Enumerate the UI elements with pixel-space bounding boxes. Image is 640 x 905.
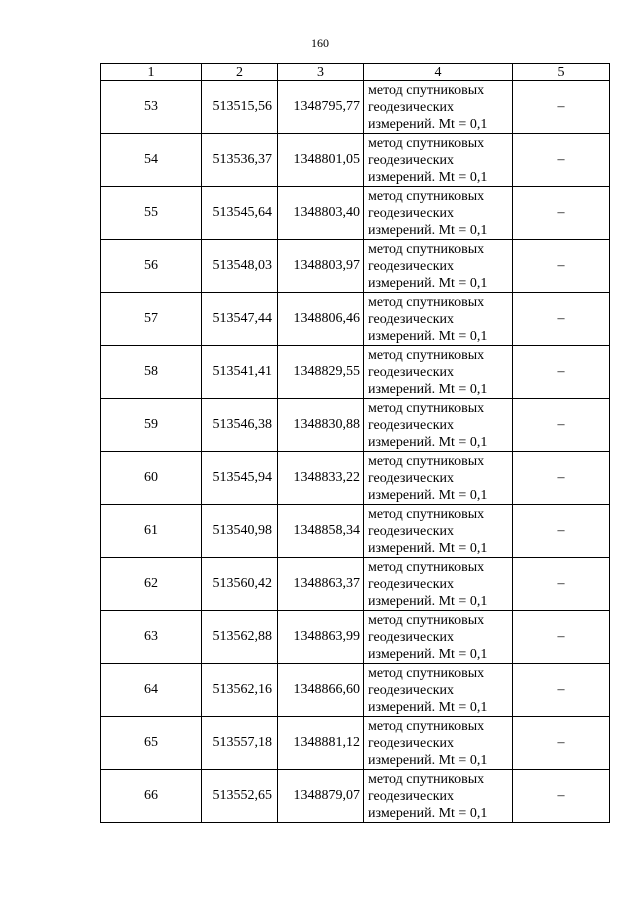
- method-line: геодезических: [368, 576, 455, 592]
- point-number-cell: 55: [101, 187, 202, 240]
- point-number-cell: 63: [101, 611, 202, 664]
- method-line: метод спутниковых: [368, 347, 485, 363]
- method-line: геодезических: [368, 735, 455, 751]
- method-line: измерений. Mt = 0,1: [368, 593, 488, 609]
- note-cell: –: [513, 558, 610, 611]
- method-line: геодезических: [368, 364, 455, 380]
- method-line: измерений. Mt = 0,1: [368, 487, 488, 503]
- method-line: метод спутниковых: [368, 241, 485, 257]
- method-cell: [364, 346, 513, 399]
- y-coordinate-cell: 1348806,46: [278, 293, 364, 346]
- header-col-5: 5: [513, 64, 610, 81]
- point-number-cell: 60: [101, 452, 202, 505]
- method-line: измерений. Mt = 0,1: [368, 540, 488, 556]
- y-coordinate-cell: 1348803,97: [278, 240, 364, 293]
- point-number-cell: 59: [101, 399, 202, 452]
- table-row: [101, 505, 610, 558]
- x-coordinate-cell: 513536,37: [202, 134, 278, 187]
- x-coordinate-cell: 513560,42: [202, 558, 278, 611]
- method-line: измерений. Mt = 0,1: [368, 116, 488, 132]
- method-line: метод спутниковых: [368, 188, 485, 204]
- note-cell: –: [513, 505, 610, 558]
- table-row: [101, 346, 610, 399]
- method-line: измерений. Mt = 0,1: [368, 752, 488, 768]
- table-row: [101, 558, 610, 611]
- x-coordinate-cell: 513546,38: [202, 399, 278, 452]
- method-line: геодезических: [368, 99, 455, 115]
- method-line: метод спутниковых: [368, 506, 485, 522]
- method-line: метод спутниковых: [368, 135, 485, 151]
- y-coordinate-cell: 1348795,77: [278, 81, 364, 134]
- note-cell: –: [513, 770, 610, 823]
- x-coordinate-cell: 513557,18: [202, 717, 278, 770]
- y-coordinate-cell: 1348801,05: [278, 134, 364, 187]
- note-cell: –: [513, 293, 610, 346]
- x-coordinate-cell: 513547,44: [202, 293, 278, 346]
- table-row: [101, 770, 610, 823]
- y-coordinate-cell: 1348833,22: [278, 452, 364, 505]
- note-cell: –: [513, 611, 610, 664]
- table-row: [101, 399, 610, 452]
- coordinates-table: [100, 63, 610, 823]
- method-line: метод спутниковых: [368, 718, 485, 734]
- table-row: [101, 134, 610, 187]
- method-line: измерений. Mt = 0,1: [368, 328, 488, 344]
- method-line: измерений. Mt = 0,1: [368, 805, 488, 821]
- table-row: [101, 452, 610, 505]
- y-coordinate-cell: 1348858,34: [278, 505, 364, 558]
- header-row: [101, 64, 610, 81]
- table-row: [101, 81, 610, 134]
- method-line: геодезических: [368, 311, 455, 327]
- point-number-cell: 54: [101, 134, 202, 187]
- method-line: геодезических: [368, 258, 455, 274]
- method-cell: [364, 399, 513, 452]
- method-line: измерений. Mt = 0,1: [368, 434, 488, 450]
- method-cell: [364, 558, 513, 611]
- point-number-cell: 62: [101, 558, 202, 611]
- point-number-cell: 61: [101, 505, 202, 558]
- x-coordinate-cell: 513552,65: [202, 770, 278, 823]
- note-cell: –: [513, 187, 610, 240]
- method-line: измерений. Mt = 0,1: [368, 169, 488, 185]
- method-line: геодезических: [368, 152, 455, 168]
- note-cell: –: [513, 240, 610, 293]
- method-line: метод спутниковых: [368, 82, 485, 98]
- table-body: [101, 81, 610, 823]
- y-coordinate-cell: 1348879,07: [278, 770, 364, 823]
- x-coordinate-cell: 513540,98: [202, 505, 278, 558]
- method-line: измерений. Mt = 0,1: [368, 222, 488, 238]
- note-cell: –: [513, 664, 610, 717]
- method-line: метод спутниковых: [368, 771, 485, 787]
- x-coordinate-cell: 513548,03: [202, 240, 278, 293]
- table-header: [101, 64, 610, 81]
- method-cell: [364, 134, 513, 187]
- method-line: метод спутниковых: [368, 612, 485, 628]
- note-cell: –: [513, 81, 610, 134]
- method-cell: [364, 293, 513, 346]
- note-cell: –: [513, 452, 610, 505]
- header-col-4: 4: [364, 64, 513, 81]
- y-coordinate-cell: 1348866,60: [278, 664, 364, 717]
- method-cell: [364, 664, 513, 717]
- header-col-2: 2: [202, 64, 278, 81]
- y-coordinate-cell: 1348881,12: [278, 717, 364, 770]
- page-number: 160: [311, 36, 329, 50]
- note-cell: –: [513, 346, 610, 399]
- method-line: метод спутниковых: [368, 559, 485, 575]
- method-cell: [364, 452, 513, 505]
- method-cell: [364, 717, 513, 770]
- method-line: геодезических: [368, 205, 455, 221]
- x-coordinate-cell: 513562,16: [202, 664, 278, 717]
- note-cell: –: [513, 134, 610, 187]
- method-line: геодезических: [368, 523, 455, 539]
- method-cell: [364, 187, 513, 240]
- table-row: [101, 611, 610, 664]
- method-line: измерений. Mt = 0,1: [368, 275, 488, 291]
- x-coordinate-cell: 513515,56: [202, 81, 278, 134]
- y-coordinate-cell: 1348829,55: [278, 346, 364, 399]
- point-number-cell: 53: [101, 81, 202, 134]
- y-coordinate-cell: 1348863,99: [278, 611, 364, 664]
- y-coordinate-cell: 1348830,88: [278, 399, 364, 452]
- method-line: метод спутниковых: [368, 400, 485, 416]
- method-cell: [364, 81, 513, 134]
- method-line: геодезических: [368, 417, 455, 433]
- note-cell: –: [513, 399, 610, 452]
- method-cell: [364, 770, 513, 823]
- point-number-cell: 65: [101, 717, 202, 770]
- note-cell: –: [513, 717, 610, 770]
- method-line: измерений. Mt = 0,1: [368, 381, 488, 397]
- point-number-cell: 64: [101, 664, 202, 717]
- x-coordinate-cell: 513545,64: [202, 187, 278, 240]
- method-cell: [364, 505, 513, 558]
- method-line: геодезических: [368, 629, 455, 645]
- method-line: геодезических: [368, 682, 455, 698]
- table-row: [101, 664, 610, 717]
- header-col-1: 1: [101, 64, 202, 81]
- method-line: геодезических: [368, 470, 455, 486]
- method-cell: [364, 611, 513, 664]
- y-coordinate-cell: 1348803,40: [278, 187, 364, 240]
- method-line: измерений. Mt = 0,1: [368, 699, 488, 715]
- table-row: [101, 293, 610, 346]
- header-col-3: 3: [278, 64, 364, 81]
- method-line: геодезических: [368, 788, 455, 804]
- point-number-cell: 56: [101, 240, 202, 293]
- x-coordinate-cell: 513562,88: [202, 611, 278, 664]
- point-number-cell: 58: [101, 346, 202, 399]
- method-line: метод спутниковых: [368, 453, 485, 469]
- table-row: [101, 240, 610, 293]
- table-row: [101, 717, 610, 770]
- method-line: измерений. Mt = 0,1: [368, 646, 488, 662]
- point-number-cell: 57: [101, 293, 202, 346]
- x-coordinate-cell: 513545,94: [202, 452, 278, 505]
- point-number-cell: 66: [101, 770, 202, 823]
- y-coordinate-cell: 1348863,37: [278, 558, 364, 611]
- method-line: метод спутниковых: [368, 294, 485, 310]
- table-row: [101, 187, 610, 240]
- method-cell: [364, 240, 513, 293]
- x-coordinate-cell: 513541,41: [202, 346, 278, 399]
- method-line: метод спутниковых: [368, 665, 485, 681]
